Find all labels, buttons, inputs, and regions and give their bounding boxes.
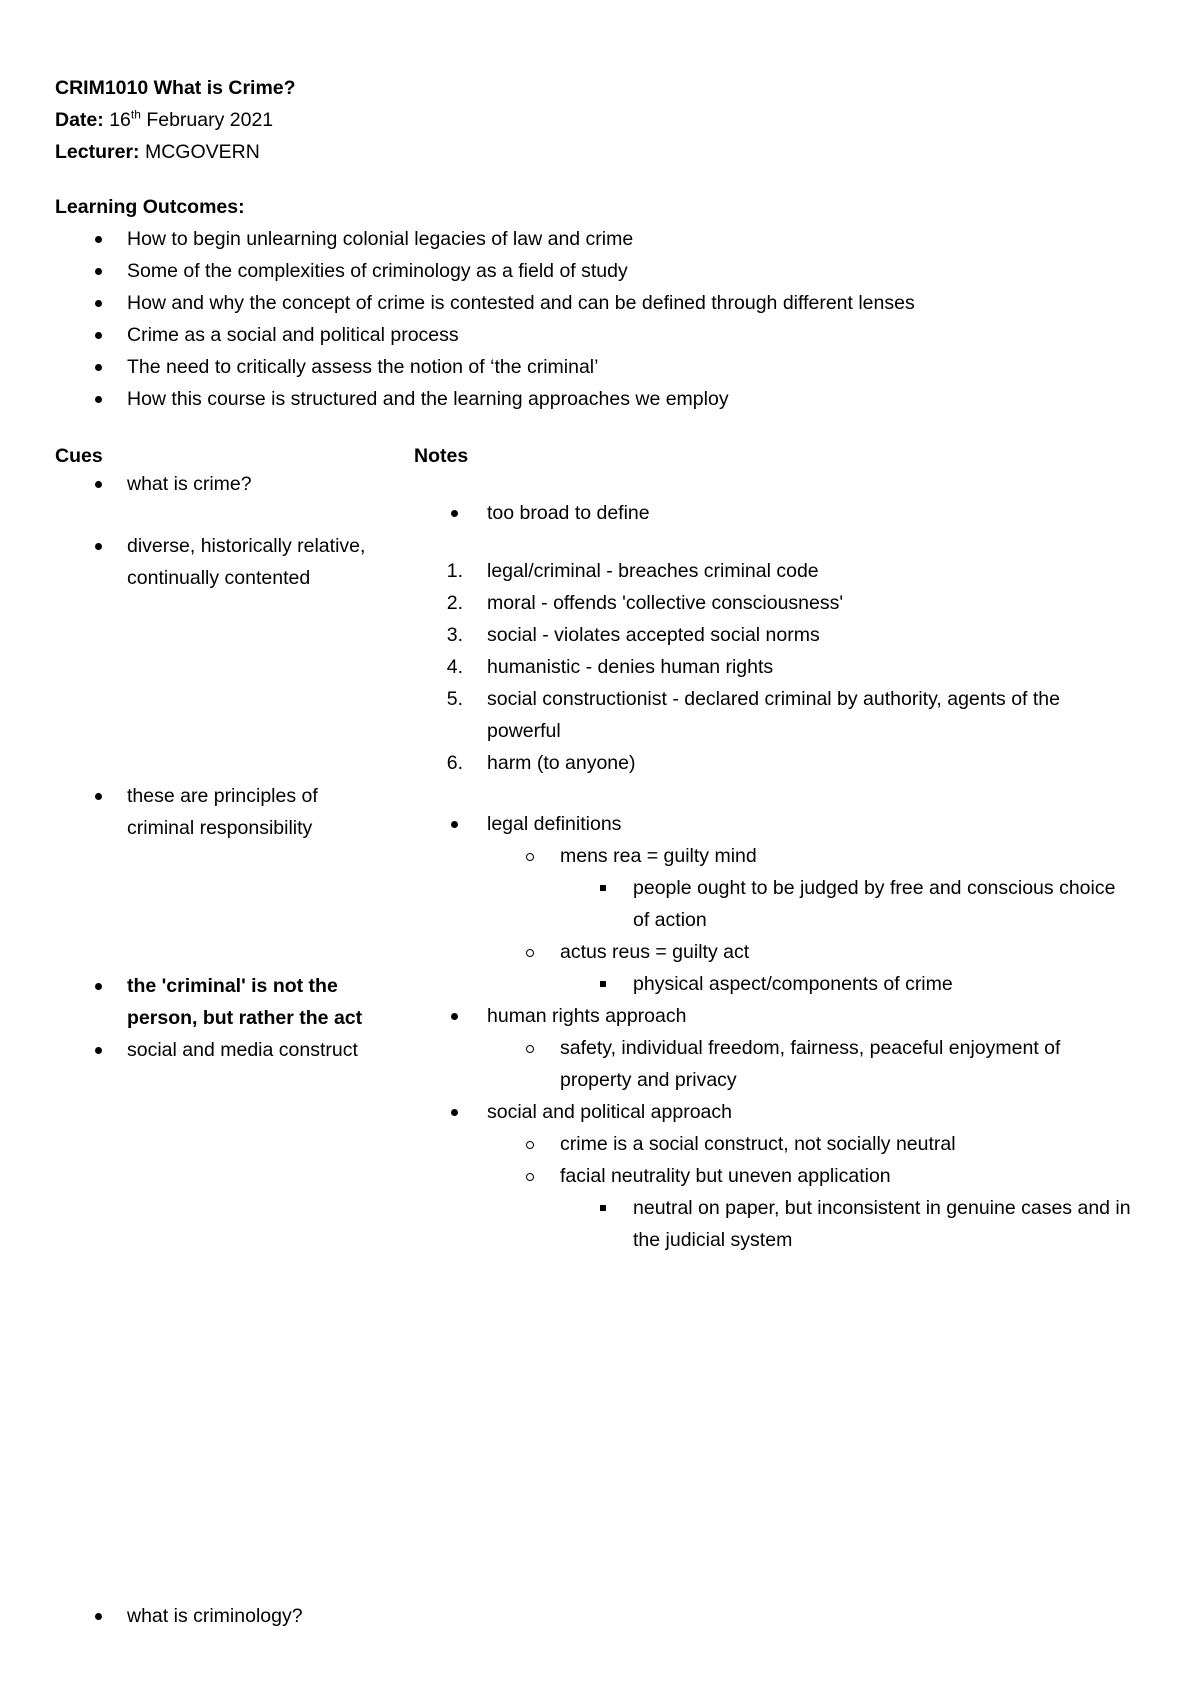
- bullet-icon: [95, 793, 102, 800]
- note-subitem: mens rea = guilty mind: [560, 840, 757, 872]
- cue-item: the 'criminal' is not the: [127, 970, 338, 1002]
- date-line: [55, 104, 273, 136]
- square-bullet-icon: [600, 1205, 606, 1211]
- note-item: human rights approach: [487, 1000, 686, 1032]
- list-item: How and why the concept of crime is contested and can be defined through different lenses: [55, 287, 915, 319]
- lecturer-line: [55, 136, 260, 168]
- note-subsubitem-cont: of action: [633, 909, 707, 931]
- circle-bullet-icon: [526, 1173, 534, 1181]
- definition-item: 4. humanistic - denies human rights: [487, 651, 773, 683]
- bullet-icon: [95, 1613, 102, 1620]
- bullet-icon: [451, 1109, 458, 1116]
- definition-number: 1.: [446, 560, 463, 582]
- cues-heading: Cues: [55, 445, 103, 467]
- cue-item: social and media construct: [127, 1034, 358, 1066]
- cue-item-cont: criminal responsibility: [127, 817, 313, 839]
- definition-item: 2. moral - offends 'collective consciousness': [487, 587, 843, 619]
- note-subitem: crime is a social construct, not socially neutral: [560, 1128, 956, 1160]
- list-item: The need to critically assess the notion of ‘the criminal’: [55, 351, 915, 383]
- note-subitem-cont: property and privacy: [560, 1069, 737, 1091]
- square-bullet-icon: [600, 885, 606, 891]
- circle-bullet-icon: [526, 949, 534, 957]
- definition-item-cont: powerful: [487, 720, 561, 742]
- definition-item: 6. harm (to anyone): [487, 747, 636, 779]
- cue-item: what is crime?: [127, 468, 252, 500]
- lecturer-label: Lecturer:: [55, 141, 140, 163]
- note-subitem: facial neutrality but uneven application: [560, 1160, 891, 1192]
- list-item: Some of the complexities of criminology as a field of study: [55, 255, 915, 287]
- bullet-icon: [95, 1047, 102, 1054]
- bullet-icon: [451, 510, 458, 517]
- circle-bullet-icon: [526, 1141, 534, 1149]
- definition-item: 5. social constructionist - declared criminal by authority, agents of the: [487, 683, 1060, 715]
- notes-heading: Notes: [414, 445, 469, 467]
- definition-number: 3.: [446, 624, 463, 646]
- definition-number: 2.: [446, 592, 463, 614]
- bullet-icon: [95, 481, 102, 488]
- learning-outcomes-heading: Learning Outcomes:: [55, 196, 245, 218]
- bullet-icon: [95, 983, 102, 990]
- definition-number: 4.: [446, 656, 463, 678]
- note-subitem: actus reus = guilty act: [560, 936, 749, 968]
- definition-item: 1. legal/criminal - breaches criminal code: [487, 555, 819, 587]
- note-subsubitem: neutral on paper, but inconsistent in genuine cases and in: [633, 1192, 1131, 1224]
- cue-item-cont: continually contented: [127, 567, 311, 589]
- doc-title: CRIM1010 What is Crime?: [55, 77, 296, 99]
- definition-item: 3. social - violates accepted social norms: [487, 619, 820, 651]
- note-subsubitem: people ought to be judged by free and conscious choice: [633, 872, 1115, 904]
- bullet-icon: [451, 821, 458, 828]
- definition-number: 5.: [446, 688, 463, 710]
- note-item: too broad to define: [487, 497, 650, 529]
- cue-item: these are principles of: [127, 780, 318, 812]
- cue-item-cont: person, but rather the act: [127, 1007, 363, 1029]
- square-bullet-icon: [600, 981, 606, 987]
- bullet-icon: [95, 543, 102, 550]
- learning-outcomes-list: [55, 223, 915, 415]
- note-subsubitem: physical aspect/components of crime: [633, 968, 953, 1000]
- date-day: 16: [109, 109, 131, 131]
- list-item: Crime as a social and political process: [55, 319, 915, 351]
- date-rest: February 2021: [146, 109, 274, 131]
- list-item: How this course is structured and the learning approaches we employ: [55, 383, 915, 415]
- cue-item: diverse, historically relative,: [127, 530, 365, 562]
- note-item: social and political approach: [487, 1096, 732, 1128]
- note-item: legal definitions: [487, 808, 621, 840]
- circle-bullet-icon: [526, 1045, 534, 1053]
- lecturer-value: MCGOVERN: [144, 141, 260, 163]
- note-subitem: safety, individual freedom, fairness, peaceful enjoyment of: [560, 1032, 1060, 1064]
- note-subsubitem-cont: the judicial system: [633, 1229, 793, 1251]
- bullet-icon: [451, 1013, 458, 1020]
- date-suffix: th: [130, 107, 141, 122]
- cue-item: what is criminology?: [127, 1600, 303, 1632]
- date-label: Date:: [55, 109, 104, 131]
- list-item: How to begin unlearning colonial legacies of law and crime: [55, 223, 915, 255]
- definition-number: 6.: [446, 752, 463, 774]
- circle-bullet-icon: [526, 853, 534, 861]
